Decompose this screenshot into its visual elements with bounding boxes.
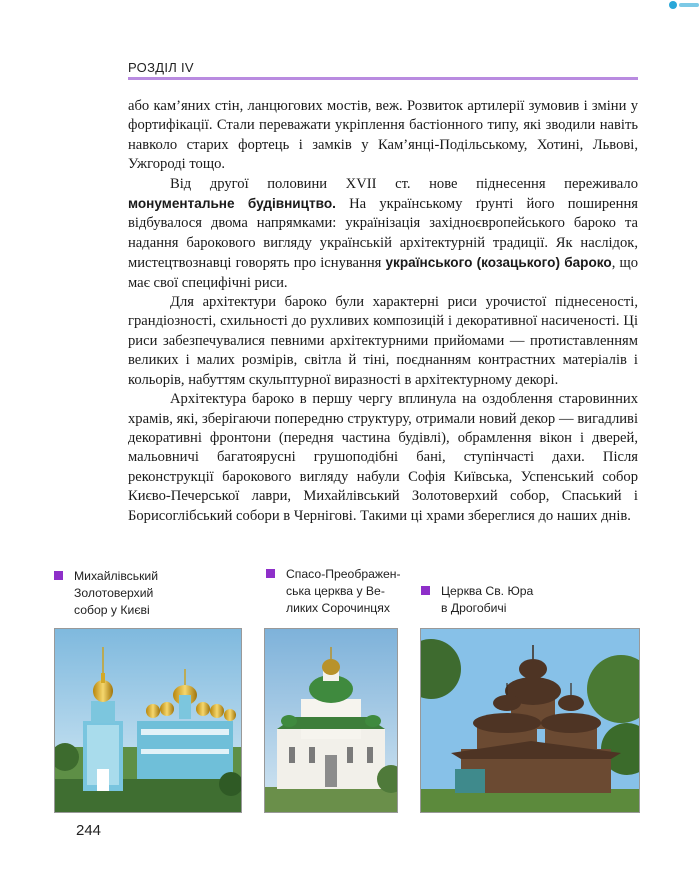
text-run: Від другої половини XVII ст. нове піднесення переживало	[170, 175, 638, 192]
bullet-marker	[421, 586, 430, 595]
text-run: або кам’яних стін, ланцюгових мостів, веж. Розвиток артилерії зумовив і зміни у фортифікації. Стали переважати укріплення бастіонного типу, які зводили навіть навколо старих фортець і замків у Кам’янці-Подільському, Хотині, Львові, Ужгороді тощо.	[128, 98, 638, 173]
bullet-marker	[54, 571, 63, 580]
bold-term: українського (козацького) бароко	[385, 255, 612, 271]
paragraph	[128, 293, 638, 390]
bold-term: монументальне будівництво.	[128, 196, 336, 212]
figure-caption-3: Церква Св. Юра в Дрогобичі	[441, 583, 533, 617]
text-run: , що має свої специфічні риси.	[128, 255, 638, 291]
text-run: На українському ґрунті його поширення відбувалося двома напрямками: українізація західноєвропейського бароко та надання барокового вигляду українській архітектурній традиції. Як наслідок, мистецтвознавці говорять про існування	[128, 196, 638, 272]
paragraph	[128, 97, 638, 175]
body-text	[128, 97, 638, 526]
photo-transfiguration-church	[264, 628, 398, 813]
paragraph	[128, 390, 638, 526]
photo-st-michaels-monastery	[54, 628, 242, 813]
bullet-marker	[266, 569, 275, 578]
publisher-logo	[668, 0, 700, 10]
text-run: Для архітектури бароко були характерні риси урочистої піднесеності, грандіозності, схильності до рухливих композицій і декоративної насиченості. Ці риси забезпечувалися певними архітектурними прийомами — протиставленням великих і малих розмірів, світла й тіні, поєднанням контрастних матеріалів і кольорів, набуттям скульптурної виразності в архітектурному декорі.	[128, 294, 638, 388]
section-title: РОЗДІЛ IV	[128, 60, 194, 75]
figure-caption-1: Михайлівський Золотоверхий собор у Києві	[74, 568, 158, 619]
header-rule	[128, 77, 638, 80]
figure-caption-2: Спасо-Преображен- ська церква у Ве- ликих Сорочинцях	[286, 566, 401, 617]
paragraph	[128, 175, 638, 293]
text-run: Архітектура бароко в першу чергу вплинула на оздоблення старовинних храмів, які, зберігаючи попередню структуру, отримали новий декор — вигадливі декоративні фронтони (передня частина будівлі), обрамлення вікон і дверей, мальовничі багатоярусні грушоподібні бані, ступінчасті дахи. Після реконструкції барокового вигляду набули Софія Київська, Успенський собор Києво-Печерської лаври, Михайлівський Золотоверхий собор, Спаський і Борисоглібський собори в Чернігові. Такими ці храми збереглися до наших днів.	[128, 391, 638, 524]
photo-st-george-church	[420, 628, 640, 813]
page-number: 244	[76, 822, 102, 839]
